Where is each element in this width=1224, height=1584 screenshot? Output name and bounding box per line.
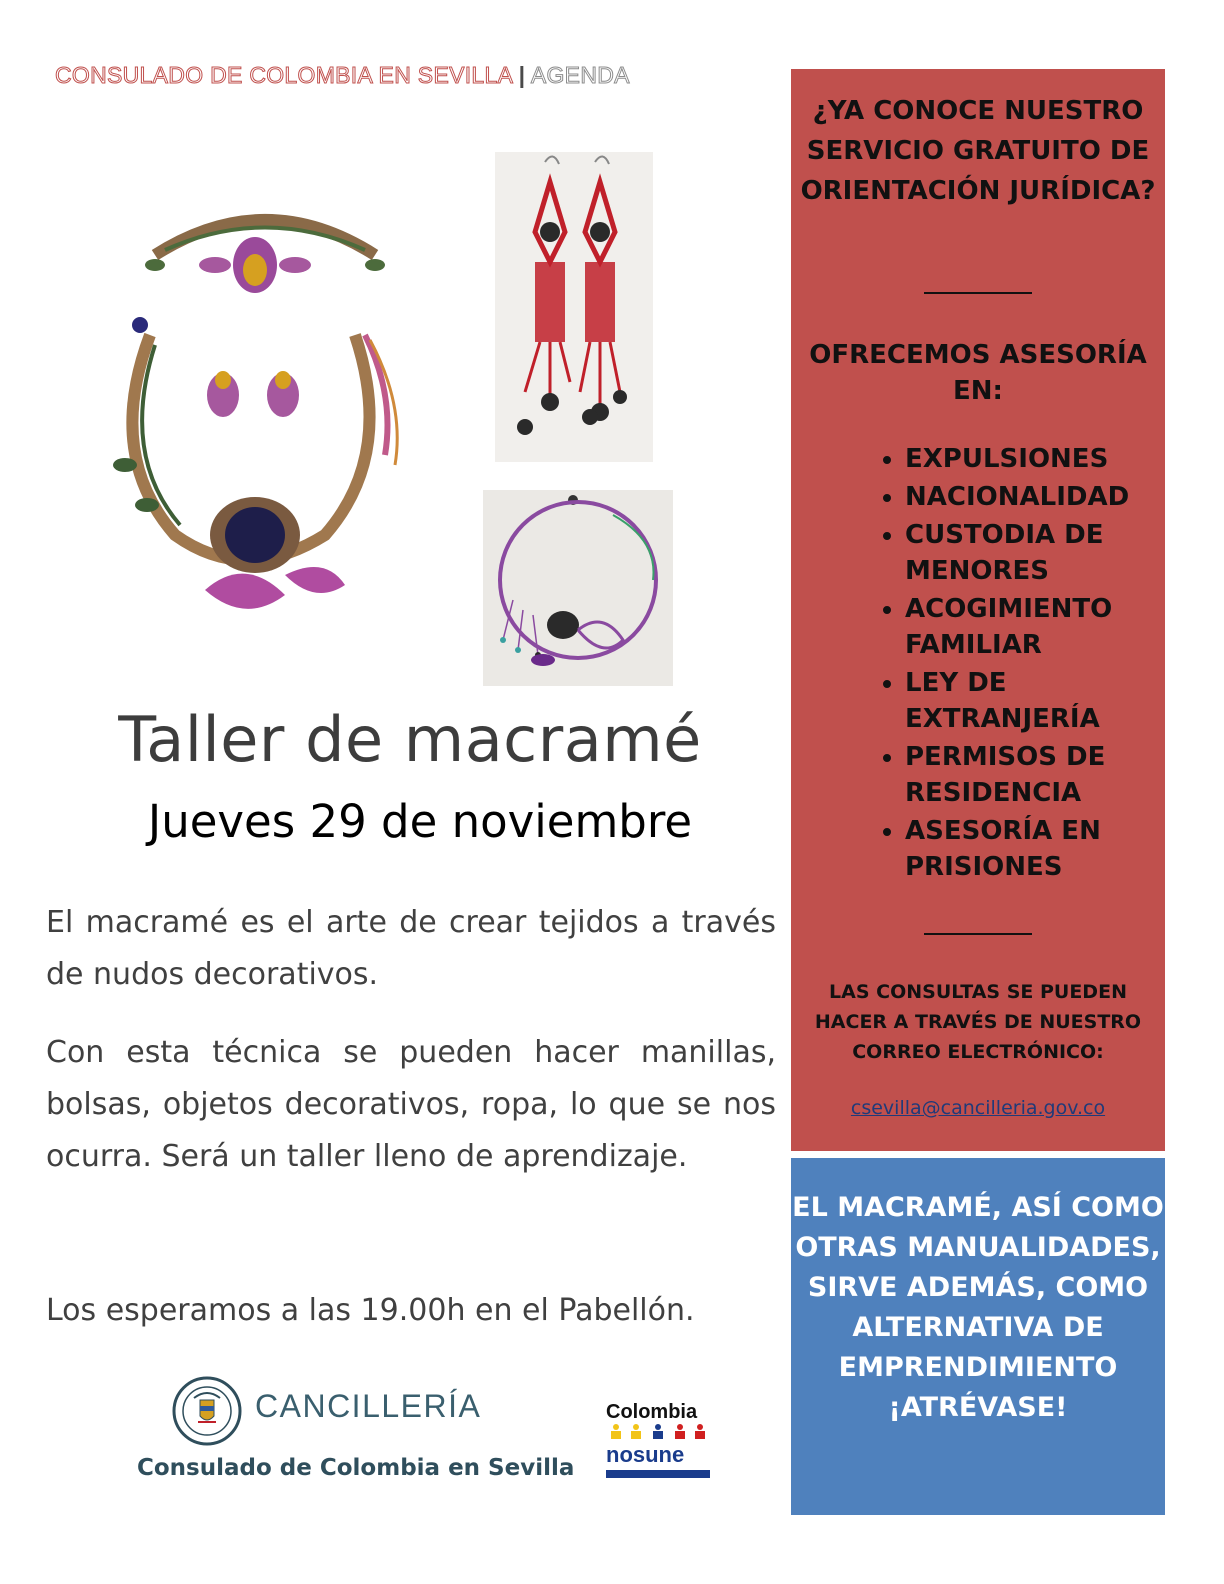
legal-services-panel (791, 69, 1165, 1151)
event-title: Taller de macramé (118, 703, 702, 776)
document-header (55, 62, 630, 89)
list-item: • ACOGIMIENTO FAMILIAR (905, 591, 1155, 663)
list-item: • PERMISOS DE RESIDENCIA (905, 739, 1155, 811)
list-item: • EXPULSIONES (905, 441, 1155, 477)
event-date: Jueves 29 de noviembre (147, 795, 693, 848)
cancilleria-logo-text: CANCILLERÍA (255, 1388, 482, 1424)
contact-text: LAS CONSULTAS SE PUEDEN HACER A TRAVÉS DE NUESTRO CORREO ELECTRÓNICO: (814, 981, 1142, 1063)
macrame-jewelry-set-photo (95, 195, 435, 645)
list-item: • NACIONALIDAD (905, 479, 1155, 515)
email-link[interactable]: csevilla@cancilleria.gov.co (850, 1097, 1106, 1119)
header-org: CONSULADO DE COLOMBIA EN SEVILLA (55, 62, 512, 88)
entrepreneurship-panel (791, 1158, 1165, 1515)
header-section: AGENDA (530, 62, 630, 88)
macrame-red-earrings-photo (495, 152, 653, 462)
divider (924, 292, 1032, 294)
nosune-logo-word: nosune (606, 1442, 685, 1467)
macrame-purple-necklace-photo (483, 490, 673, 686)
list-item: • CUSTODIA DE MENORES (905, 517, 1155, 589)
list-item: • ASESORÍA EN PRISIONES (905, 813, 1155, 885)
logo-underline (606, 1470, 710, 1478)
description-paragraph: El macramé es el arte de crear tejidos a través de nudos decorativos. (46, 905, 776, 992)
colombia-logo-word: Colombia (606, 1401, 698, 1423)
entrepreneurship-message: EL MACRAMÉ, ASÍ COMO OTRAS MANUALIDADES, SIRVE ADEMÁS, COMO ALTERNATIVA DE EMPRENDIMIENTO ¡ATRÉVASE! (792, 1192, 1164, 1423)
invitation-paragraph: Los esperamos a las 19.00h en el Pabellón. (46, 1293, 695, 1328)
legal-question: ¿YA CONOCE NUESTRO SERVICIO GRATUITO DE ORIENTACIÓN JURÍDICA? (800, 96, 1156, 206)
list-item: • LEY DE EXTRANJERÍA (905, 665, 1155, 737)
colombia-nos-une-logo (606, 1402, 712, 1480)
colombia-coat-of-arms-icon (172, 1376, 242, 1446)
consulado-name: Consulado de Colombia en Sevilla (137, 1455, 575, 1481)
offer-heading: OFRECEMOS ASESORÍA EN: (809, 340, 1147, 406)
services-list (871, 441, 1155, 887)
uses-paragraph: Con esta técnica se pueden hacer manillas, bolsas, objetos decorativos, ropa, lo que se nos ocurra. Será un taller lleno de aprendizaje. (46, 1035, 776, 1174)
header-separator: | (518, 62, 526, 88)
divider (924, 933, 1032, 935)
